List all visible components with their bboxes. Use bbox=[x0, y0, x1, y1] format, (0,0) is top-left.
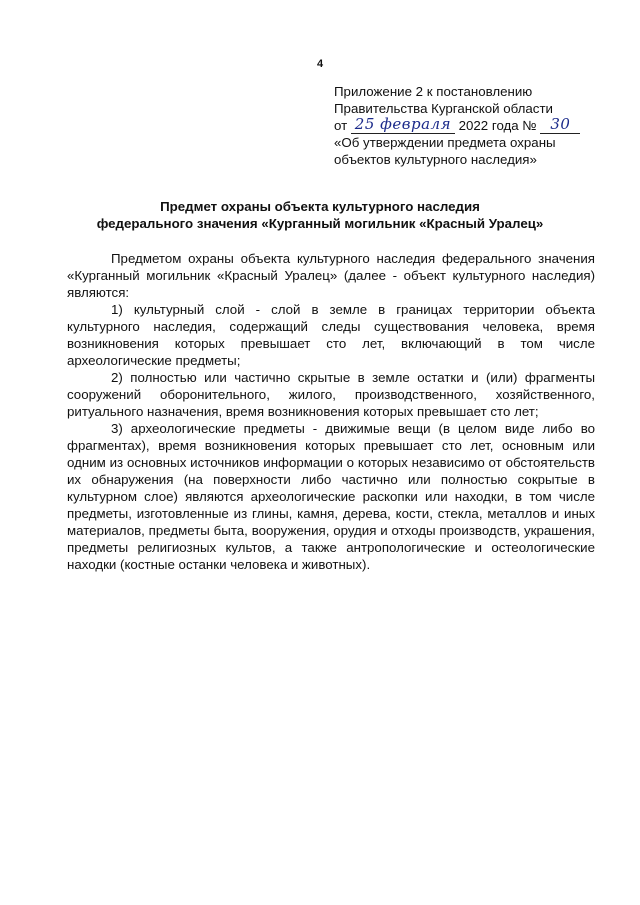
handwritten-number: 30 bbox=[550, 115, 571, 133]
paragraph-intro: Предметом охраны объекта культурного наследия федерального значения «Курганный могильник «Красный Уралец» (далее - объект культурного наследия) являются: bbox=[67, 251, 595, 300]
document-body bbox=[67, 250, 595, 573]
date-prefix: от bbox=[334, 118, 348, 133]
appendix-line-4: «Об утверждении предмета охраны bbox=[334, 135, 556, 150]
appendix-line-1: Приложение 2 к постановлению bbox=[334, 84, 533, 99]
paragraph-item-3: 3) археологические предметы - движимые вещи (в целом виде либо во фрагментах), время возникновения которых превышает сто лет, основным или одним из основных источников информации о которых независимо от обстоятельств их обнаружения (на поверхности либо частично или полностью сокрытые в культурном слое) являются археологические раскопки или находки, в том числе предметы, изготовленные из глины, камня, дерева, кости, стекла, металлов и иных материалов, предметы быта, вооружения, орудия и отходы производств, украшения, предметы религиозных культов, а также антропологические и остеологические находки (костные останки человека и животных). bbox=[67, 421, 595, 572]
paragraph-item-1: 1) культурный слой - слой в земле в границах территории объекта культурного наследия, содержащий следы существования человека, время возникновения которых превышает сто лет, включающий в том числе археологические предметы; bbox=[67, 302, 595, 368]
document-title bbox=[90, 198, 550, 232]
date-signature-field bbox=[351, 115, 455, 134]
appendix-line-2: Правительства Курганской области bbox=[334, 101, 553, 116]
appendix-header bbox=[334, 83, 624, 168]
appendix-date-line bbox=[334, 117, 624, 134]
page-number: 4 bbox=[316, 58, 324, 70]
paragraph-item-2: 2) полностью или частично скрытые в земле остатки и (или) фрагменты сооружений оборонительного, жилого, производственного, хозяйственного, ритуального назначения, время возникновения которых превышает сто лет; bbox=[67, 370, 595, 419]
title-line-1: Предмет охраны объекта культурного наследия bbox=[160, 199, 480, 214]
title-line-2: федерального значения «Курганный могильник «Красный Уралец» bbox=[96, 216, 544, 231]
year-text: 2022 года № bbox=[458, 118, 537, 133]
number-signature-field bbox=[540, 115, 580, 134]
handwritten-date: 25 февраля bbox=[354, 115, 452, 133]
appendix-line-5: объектов культурного наследия» bbox=[334, 152, 537, 167]
